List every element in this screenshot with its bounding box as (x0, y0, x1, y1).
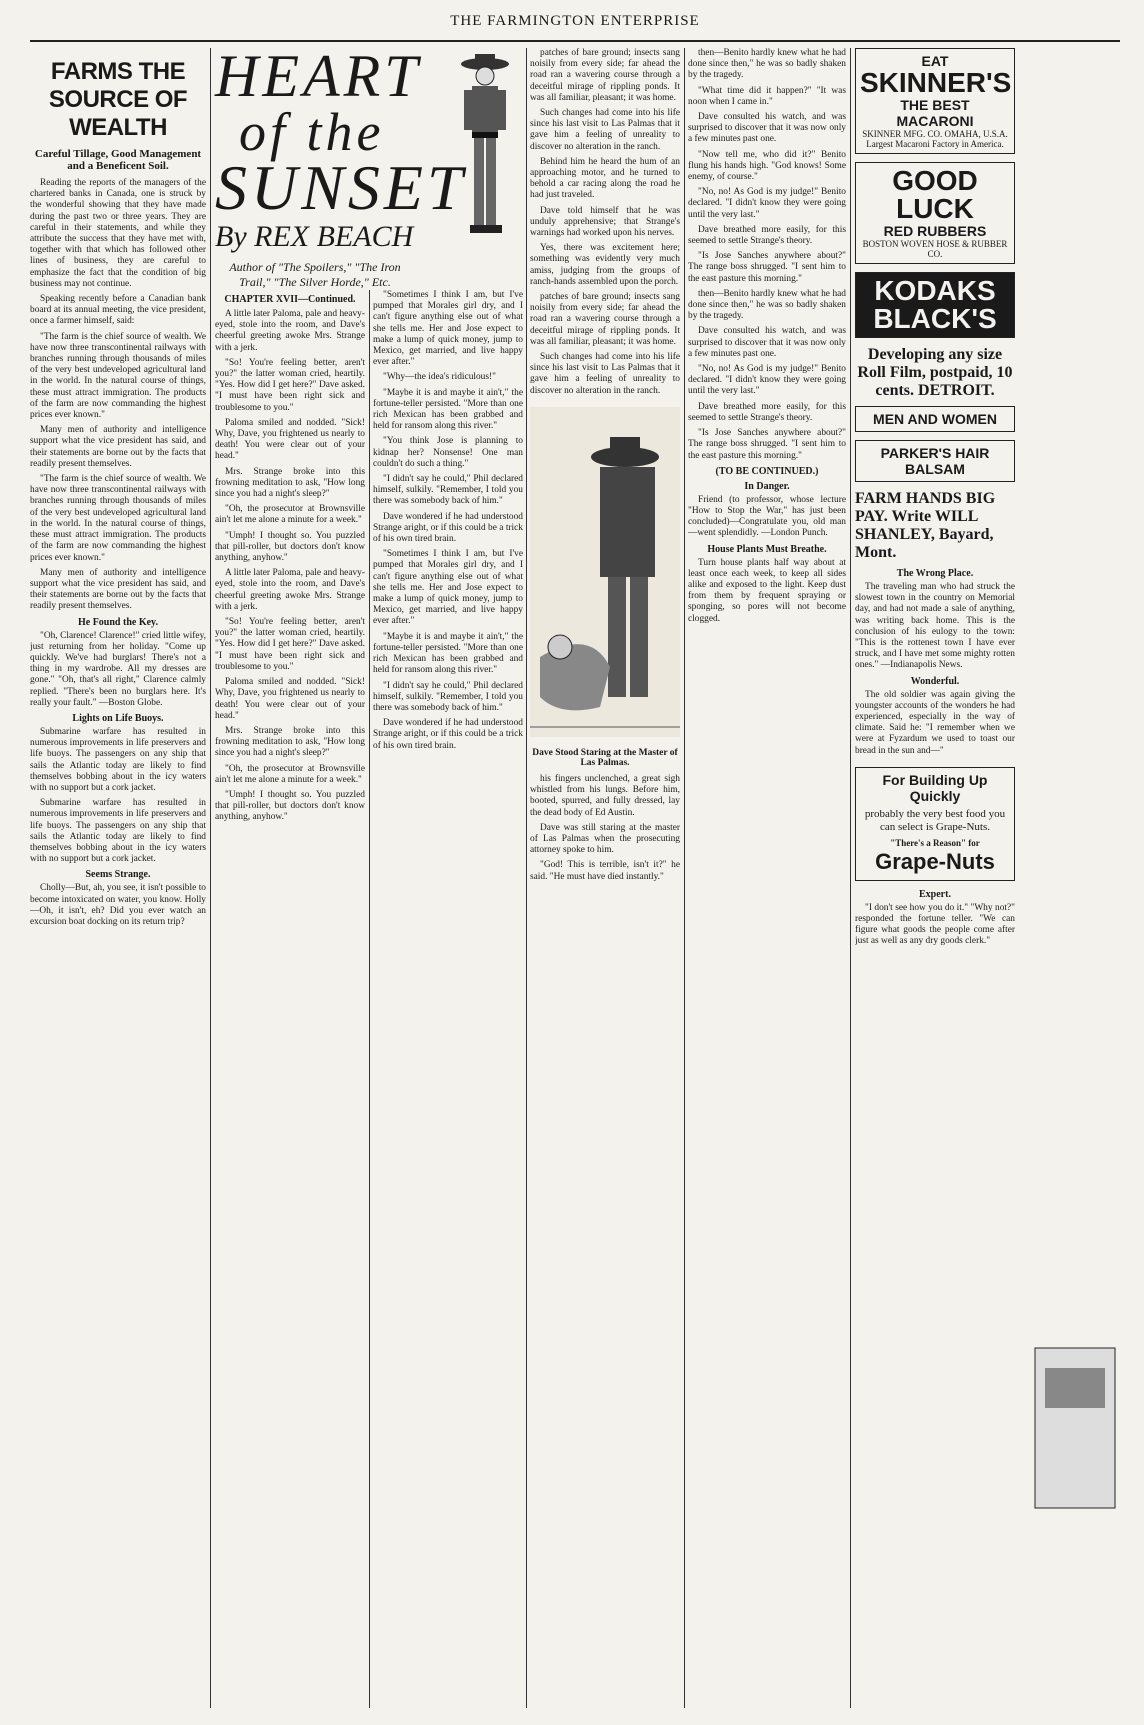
farms-paragraph: Many men of authority and intelligence support what the vice president has said, and their statements are borne out by the facts that readily present themselves. (30, 567, 206, 612)
serial-paragraph: Dave consulted his watch, and was surprised to discover that it was now only a few minutes past one. (688, 112, 846, 145)
serial-column-4 (688, 48, 846, 1708)
serial-paragraph: "Oh, the prosecutor at Brownsville ain't let me alone a minute for a week." (215, 504, 365, 526)
cowboy-illustration (450, 50, 520, 250)
wonderful-text: The old soldier was again giving the youngster accounts of the wonders he had experienced, especially in the way of climate. Said he: "I remember when we were at Fyzardum we used to toast our bread in the sun and—" (855, 689, 1015, 756)
plants-text: Turn house plants half way about at least once each week, to keep all sides alike and exposed to the light. Keep dust from them by frequent spraying or sponging, so pores will not become clogged. (688, 557, 846, 624)
serial-paragraph: A little later Paloma, pale and heavy-eyed, stole into the room, and Dave's cheerful greeting awoke Mrs. Strange with a jerk. (215, 309, 365, 353)
kodaks-title: KODAKS (874, 275, 996, 306)
serial-paragraph: patches of bare ground; insects sang noisily from every side; far ahead the road ran a wavering course through a deceitful mirage of rippling ponds. It was all familiar, pleasant; it was home. (530, 48, 680, 103)
lights-text: Submarine warfare has resulted in numerous improvements in life preservers and life buoys. The passengers on any ship that sails the Atlantic today are likely to find themselves bobbing about in the icy waters with no support but a cork jacket. (30, 726, 206, 793)
wonderful-heading: Wonderful. (910, 675, 960, 687)
serial-paragraph: Dave was still staring at the master of Las Palmas when the prosecuting attorney spoke to him. (530, 822, 680, 856)
dave-staring-illustration (530, 407, 680, 737)
lights-heading: Lights on Life Buoys. (72, 712, 164, 724)
good-luck-footer: BOSTON WOVEN HOSE & RUBBER CO. (862, 239, 1008, 259)
serial-paragraph: Such changes had come into his life since his last visit to Las Palmas that it gave him a feeling of unreality to discover no alteration in the ranch. (530, 108, 680, 152)
serial-paragraph: Behind him he heard the hum of an approaching motor, and he turned to behold a car racing along the road he had just traveled. (530, 156, 680, 201)
grape-nuts-reason: "There's a Reason" for (890, 837, 980, 848)
lights-text: Submarine warfare has resulted in numerous improvements in life preservers and life buoys. The passengers on any ship that sails the Atlantic today are likely to find themselves bobbing about in the icy waters with no support but a cork jacket. (30, 798, 206, 865)
serial-paragraph: "No, no! As God is my judge!" Benito declared. "I didn't know they were going until the very last." (688, 187, 846, 220)
serial-paragraph: "Why—the idea's ridiculous!" (383, 372, 496, 383)
serial-paragraph: patches of bare ground; insects sang noisily from every side; far ahead the road ran a wavering course through a deceitful mirage of rippling ponds. It was all familiar, pleasant; it was home. (530, 292, 680, 347)
serial-paragraph: Dave told himself that he was unduly apprehensive; that Strange's warnings had worked upon his nerves. (530, 205, 680, 239)
serial-paragraph: Yes, there was excitement here; something was evidently very much amiss, judging from the groups of ranch-hands assembled upon the porch. (530, 243, 680, 287)
serial-paragraph: his fingers unclenched, a great sigh whistled from his lungs. Before him, booted, spurred, and fully dressed, lay the dead body of Ed Austin. (530, 773, 680, 818)
kidney-ad (855, 406, 1015, 432)
farms-subhead: Careful Tillage, Good Management and a Beneficent Soil. (34, 148, 202, 172)
balsam-ad (855, 440, 1015, 482)
grape-nuts-brand: Grape-Nuts (875, 848, 995, 874)
masthead: THE FARMINGTON ENTERPRISE (30, 6, 1120, 42)
expert-text: "I don't see how you do it." "Why not?" responded the fortune teller. "We can figure what goods the people come after just as well as any dry goods clerk." (855, 902, 1015, 947)
strange-heading: Seems Strange. (85, 869, 151, 881)
serial-paragraph: Mrs. Strange broke into this frowning meditation to ask, "How long since you had a night's sleep?" (215, 466, 365, 500)
kodaks-footer: Developing any size Roll Film, postpaid, 10 cents. DETROIT. (857, 346, 1013, 399)
serial-paragraph: Dave wondered if he had understood Strange aright, or if this could be a trick of his own tired brain. (373, 718, 523, 751)
chapter-heading: CHAPTER XVII—Continued. (224, 294, 356, 305)
serial-column-1 (215, 290, 365, 1708)
serial-paragraph: "Oh, the prosecutor at Brownsville ain't let me alone a minute for a week." (215, 763, 365, 785)
expert-heading: Expert. (919, 888, 951, 900)
serial-author-of: Author of "The Spoilers," "The Iron Trail," "The Silver Horde," Etc. (229, 260, 401, 289)
serial-paragraph: "So! You're feeling better, aren't you?" the latter woman cried, heartily. "Yes. How did I get here?" Dave asked. "I must have been right sick and troublesome to you." (215, 617, 365, 672)
serial-paragraph: "No, no! As God is my judge!" Benito declared. "I didn't know they were going until the very last." (688, 364, 846, 397)
serial-paragraph: "Maybe it is and maybe it ain't," the fortune-teller persisted. "More than one rich Mexican has been grabbed and held for ransom along this river." (373, 631, 523, 676)
good-luck-title: GOOD LUCK (892, 165, 978, 224)
serial-paragraph: "Umph! I thought so. You puzzled that pill-roller, but doctors don't know anything, anyhow." (215, 789, 365, 823)
serial-paragraph: "Umph! I thought so. You puzzled that pill-roller, but doctors don't know anything, anyhow." (215, 530, 365, 564)
farm-hands-ad: FARM HANDS BIG PAY. Write WILL SHANLEY, Bayard, Mont. (855, 490, 996, 561)
serial-paragraph: Dave breathed more easily, for this seemed to settle Strange's theory. (688, 224, 846, 247)
illustration-caption: Dave Stood Staring at the Master of Las Palmas. (532, 747, 678, 768)
farms-paragraph: Reading the reports of the managers of the chartered banks in Canada, one is struck by the wonderful showing that they have made during the past two or three years. They are careful in their statements, and while they attribute the success that they have met with, together with that which has followed other lines of business, they are careful to emphasize the fact that the condition of big business may not continue. (30, 178, 206, 289)
serial-paragraph: then—Benito hardly knew what he had done since then," he was so badly shaken by the tragedy. (688, 288, 846, 322)
wrong-place-text: The traveling man who had struck the slowest town in the country on Memorial day, and had not made a sale of anything, was writing back home. This is the conclusion of his eulogy to the town: "This is the rottenest town I have ever struck, and I have met some mighty rotten ones." —Indianapolis News. (855, 582, 1015, 671)
right-margin (1020, 48, 1130, 1708)
serial-paragraph: "Maybe it is and maybe it ain't," the fortune-teller persisted. "More than one rich Mexican has been grabbed and held for ransom along this river." (373, 387, 523, 432)
grape-nuts-copy: probably the very best food you can select is Grape-Nuts. (864, 807, 1006, 833)
serial-title-sunset: SUNSET (215, 152, 467, 223)
skinner-ad-eat: EAT (921, 53, 949, 69)
farms-paragraph: "The farm is the chief source of wealth. We have now three transcontinental railways with branches running through thousands of miles of the very best undeveloped agricultural land in the world. In the natural course of things, these must attract immigration. The products of the farm are now commanding the highest prices ever known." (30, 474, 206, 563)
kodaks-store: BLACK'S (873, 303, 997, 334)
serial-paragraph: Mrs. Strange broke into this frowning meditation to ask, "How long since you had a night's sleep?" (215, 725, 365, 759)
serial-byline: By REX BEACH (215, 220, 414, 253)
serial-column-2 (373, 290, 523, 1708)
skinner-ad-tagline: THE BEST MACARONI (896, 97, 974, 129)
wrong-place-heading: The Wrong Place. (896, 568, 974, 579)
grape-nuts-headline: For Building Up Quickly (882, 771, 988, 804)
skinner-ad-footer: SKINNER MFG. CO. OMAHA, U.S.A. Largest Macaroni Factory in America. (862, 129, 1008, 149)
farms-paragraph: "The farm is the chief source of wealth. We have now three transcontinental railways with branches running through thousands of miles of the very best undeveloped agricultural land in the world. In the natural course of things, these must attract immigration. The products of the farm are now commanding the highest prices ever known." (30, 331, 206, 421)
grape-nuts-ad (855, 767, 1015, 881)
serial-paragraph: "What time did it happen?" "It was noon when I came in." (688, 85, 846, 107)
kidney-ad-title: MEN AND WOMEN (873, 411, 997, 427)
to-be-continued: (TO BE CONTINUED.) (715, 465, 819, 477)
key-heading: He Found the Key. (77, 616, 158, 628)
grape-nuts-package-icon (1020, 1338, 1130, 1518)
farms-paragraph: Many men of authority and intelligence support what the vice president has said, and their statements are borne out by the facts that readily present themselves. (30, 425, 206, 469)
serial-paragraph: "God! This is terrible, isn't it?" he said. "He must have died instantly." (530, 860, 680, 882)
serial-paragraph: "I didn't say he could," Phil declared himself, sulkily. "Remember, I told you there was somebody back of him." (373, 680, 523, 713)
serial-column-3 (530, 48, 680, 1708)
serial-paragraph: "Is Jose Sanches anywhere about?" The range boss shrugged. "I sent him to the east pasture this morning." (688, 428, 846, 461)
serial-paragraph: "Is Jose Sanches anywhere about?" The range boss shrugged. "I sent him to the east pasture this morning." (688, 251, 846, 284)
plants-heading: House Plants Must Breathe. (707, 543, 827, 555)
key-text: "Oh, Clarence! Clarence!" cried little wifey, just returning from her holiday. "Come up quickly. We've had burglars! There's not a thing in my wardrobe. All my dresses are gone." "Oh, that's all right," Clarence calmly replied. "There's been no burglars here. It's really your fault." —Boston Globe. (30, 630, 206, 708)
serial-paragraph: "I didn't say he could," Phil declared himself, sulkily. "Remember, I told you there was somebody back of him." (373, 474, 523, 507)
serial-paragraph: "Now tell me, who did it?" Benito flung his hands high. "God knows! Some enemy, of course." (688, 149, 846, 183)
serial-paragraph: Such changes had come into his life since his last visit to Las Palmas that it gave him a feeling of unreality to discover no alteration in the ranch. (530, 352, 680, 396)
good-luck-product: RED RUBBERS (883, 223, 987, 239)
farms-paragraph: Speaking recently before a Canadian bank board at its annual meeting, the vice president, once a farmer himself, said: (30, 294, 206, 327)
farms-column (30, 48, 206, 1708)
balsam-ad-title: PARKER'S HAIR BALSAM (880, 445, 990, 477)
farms-headline: FARMS THE SOURCE OF WEALTH (48, 58, 188, 141)
strange-text: Cholly—But, ah, you see, it isn't possible to become intoxicated on water, you know. Holly—Oh, it isn't, eh? Did you ever watch an excursion boat docking on its return trip? (30, 883, 206, 927)
serial-paragraph: Dave consulted his watch, and was surprised to discover that it was now only a few minutes past one. (688, 326, 846, 359)
serial-paragraph: Paloma smiled and nodded. "Sick! Why, Dave, you frightened us nearly to death! You were clear out of your head." (215, 677, 365, 721)
serial-paragraph: Dave breathed more easily, for this seemed to settle Strange's theory. (688, 401, 846, 423)
serial-paragraph: A little later Paloma, pale and heavy-eyed, stole into the room, and Dave's cheerful greeting awoke Mrs. Strange with a jerk. (215, 568, 365, 612)
serial-paragraph: "So! You're feeling better, aren't you?" the latter woman cried, heartily. "Yes. How did I get here?" Dave asked. "I must have been right sick and troublesome to you." (215, 357, 365, 413)
serial-paragraph: "You think Jose is planning to kidnap her? Nonsense! One man couldn't do such a thing." (373, 436, 523, 469)
serial-paragraph: Dave wondered if he had understood Strange aright, or if this could be a trick of his own tired brain. (373, 511, 523, 545)
serial-title-of: of the (239, 102, 385, 162)
skinner-ad (855, 48, 1015, 154)
serial-paragraph: then—Benito hardly knew what he had done since then," he was so badly shaken by the tragedy. (688, 48, 846, 81)
serial-paragraph: "Sometimes I think I am, but I've pumped that Morales girl dry, and I can't figure anything else out of what she tells me. Her and Jose expect to make a lump of quick money, jump to Mexico, get married, and live happy ever after." (373, 290, 523, 368)
serial-paragraph: Paloma smiled and nodded. "Sick! Why, Dave, you frightened us nearly to death! You were clear out of your head." (215, 417, 365, 462)
serial-paragraph: "Sometimes I think I am, but I've pumped that Morales girl dry, and I can't figure anything else out of what she tells me. Her and Jose expect to make a lump of quick money, jump to Mexico, get married, and live happy ever after." (373, 549, 523, 627)
serial-title-heart: HEART (215, 43, 422, 109)
kodaks-ad (855, 272, 1015, 338)
skinner-ad-name: SKINNER'S (860, 67, 1012, 98)
danger-heading: In Danger. (744, 480, 790, 492)
danger-text: Friend (to professor, whose lecture "How to Stop the War," has just been concluded)—Congratulate you, old man—went splendidly. —London Punch. (688, 494, 846, 539)
good-luck-ad (855, 162, 1015, 264)
ads-column (855, 48, 1015, 1708)
